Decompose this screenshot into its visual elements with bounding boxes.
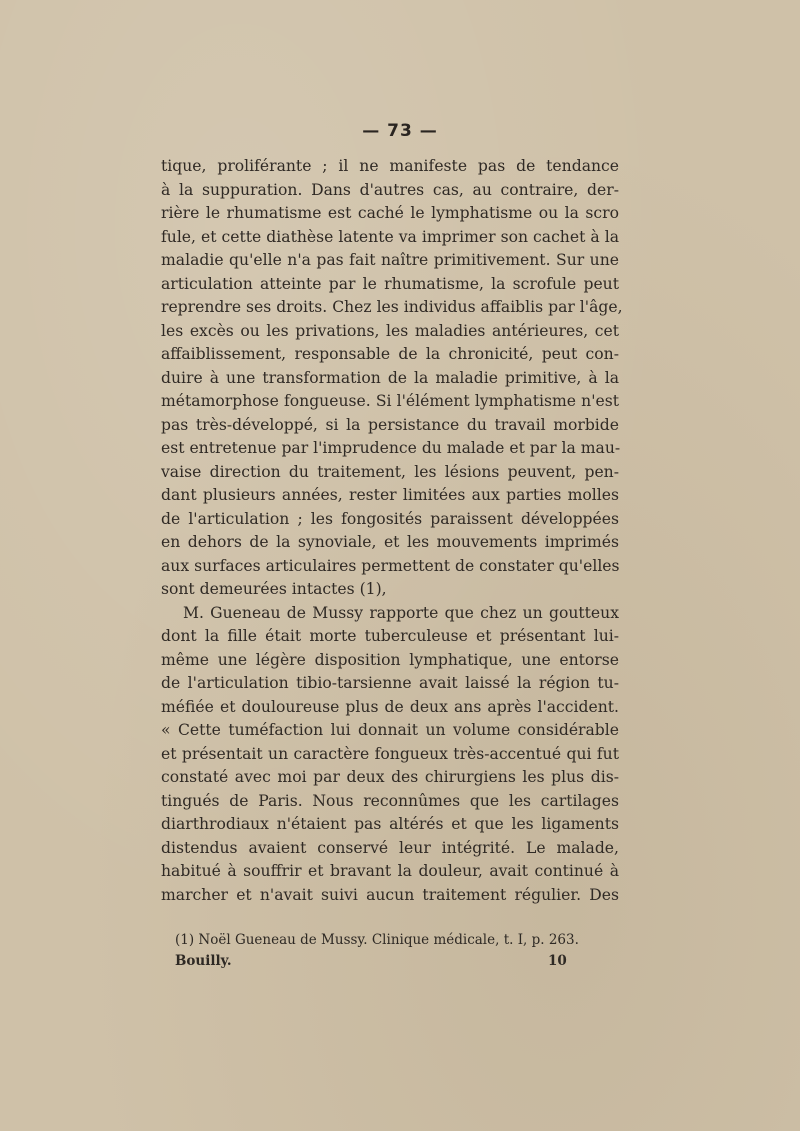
text-line: distendus avaient conservé leur intégrité. Le malade, — [161, 838, 619, 857]
text-line: dant plusieurs années, rester limitées aux parties molles — [161, 486, 619, 504]
signature-sheet-number: 10 — [548, 953, 567, 969]
footnote: (1) Noël Gueneau de Mussy. Clinique médicale, t. I, p. 263. — [175, 932, 579, 948]
text-line: est entretenue par l'imprudence du malade et par la mau- — [161, 439, 621, 457]
text-line: duire à une transformation de la maladie primitive, à la — [161, 368, 619, 387]
text-line: dont la fille était morte tuberculeuse et présentant lui- — [161, 627, 619, 645]
text-line: affaiblissement, responsable de la chronicité, peut con- — [161, 345, 619, 363]
text-line: « Cette tuméfaction lui donnait un volume considérable — [161, 721, 619, 739]
text-line: constaté avec moi par deux des chirurgiens les plus dis- — [161, 768, 619, 786]
text-line: aux surfaces articulaires permettent de constater qu'elles — [161, 556, 620, 575]
text-line: méfiée et douloureuse plus de deux ans après l'accident. — [161, 697, 619, 716]
text-line: fule, et cette diathèse latente va imprimer son cachet à la — [161, 227, 619, 246]
page-number: — 73 — — [362, 121, 438, 141]
text-line: diarthrodiaux n'étaient pas altérés et que les ligaments — [161, 815, 619, 833]
text-line: les excès ou les privations, les maladies antérieures, cet — [161, 321, 619, 340]
text-line: habitué à souffrir et bravant la douleur, avait continué à — [161, 862, 619, 880]
body-text — [161, 155, 623, 907]
text-line: vaise direction du traitement, les lésions peuvent, pen- — [161, 462, 619, 481]
text-line: rière le rhumatisme est caché le lymphatisme ou la scro — [161, 204, 619, 222]
text-line: maladie qu'elle n'a pas fait naître primitivement. Sur une — [161, 251, 619, 269]
text-line: de l'articulation ; les fongosités paraissent développées — [161, 509, 619, 528]
text-line: pas très-développé, si la persistance du travail morbide — [161, 415, 619, 434]
text-line: à la suppuration. Dans d'autres cas, au contraire, der- — [161, 180, 619, 199]
text-line: reprendre ses droits. Chez les individus affaiblis par l'âge, — [161, 298, 623, 316]
text-line: tingués de Paris. Nous reconnûmes que les cartilages — [161, 791, 619, 810]
text-line: articulation atteinte par le rhumatisme, la scrofule peut — [161, 274, 619, 293]
signature-author: Bouilly. — [175, 953, 232, 969]
text-line: même une légère disposition lymphatique, une entorse — [161, 650, 619, 669]
text-line: métamorphose fongueuse. Si l'élément lymphatisme n'est — [161, 392, 619, 410]
text-line: marcher et n'avait suivi aucun traitement régulier. Des — [161, 885, 619, 904]
text-line: en dehors de la synoviale, et les mouvements imprimés — [161, 533, 619, 551]
text-line: et présentait un caractère fongueux très-accentué qui fut — [161, 744, 619, 763]
text-line-paragraph-start: M. Gueneau de Mussy rapporte que chez un goutteux — [183, 603, 619, 622]
text-line: tique, proliférante ; il ne manifeste pas de tendance — [161, 157, 619, 175]
signature-row — [175, 953, 575, 975]
text-line-paragraph-end: sont demeurées intactes (1), — [161, 580, 387, 598]
text-line: de l'articulation tibio-tarsienne avait laissé la région tu- — [161, 674, 619, 692]
